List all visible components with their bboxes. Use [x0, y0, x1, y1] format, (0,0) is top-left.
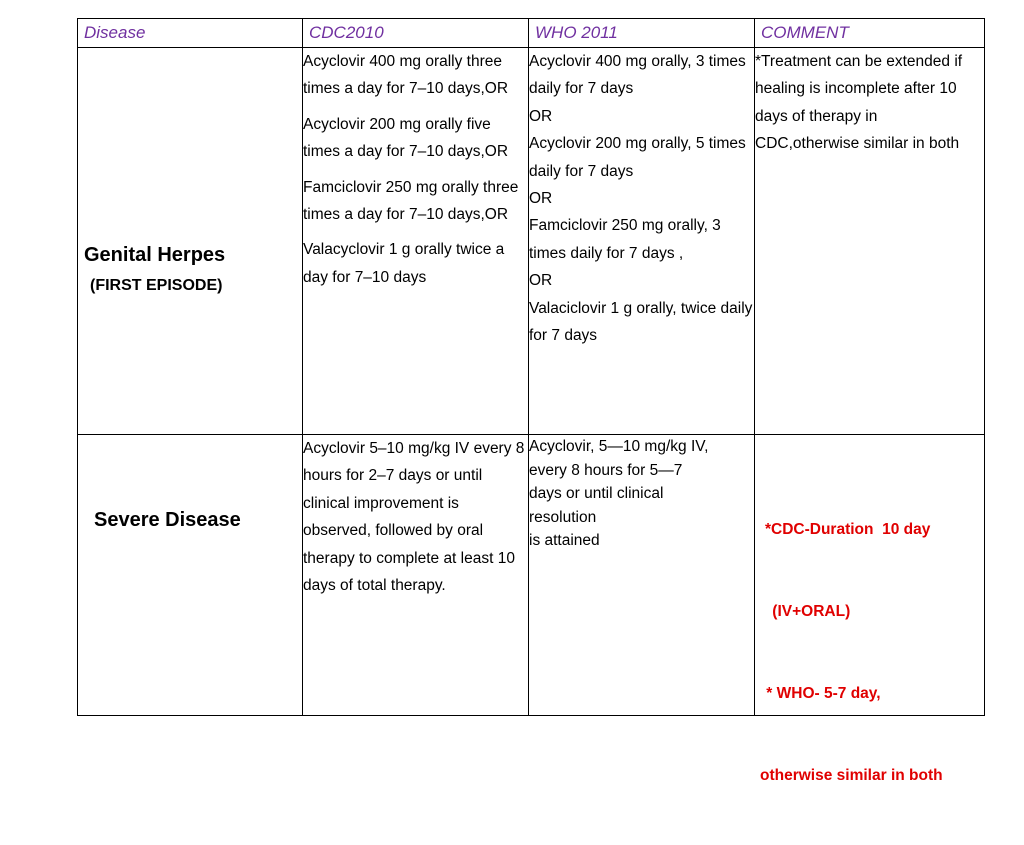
- comment-cell-genital-herpes: [755, 48, 985, 435]
- who-regimen-3: Famciclovir 250 mg orally, 3 times daily for 7 days ,: [529, 217, 721, 262]
- header-cell-who: [529, 19, 755, 48]
- header-cell-disease: [78, 19, 303, 48]
- header-row: [78, 19, 985, 48]
- cdc-cell-severe-disease: [303, 435, 529, 716]
- who-regimen-2: Acyclovir 200 mg orally, 5 times daily for 7 days: [529, 135, 746, 180]
- header-who2011: WHO 2011: [535, 23, 618, 42]
- disease-subtitle-first-episode: (FIRST EPISODE): [90, 277, 223, 294]
- comparison-table: [77, 18, 985, 785]
- cdc-regimen-3: Famciclovir 250 mg orally three times a day for 7–10 days,OR: [303, 178, 519, 224]
- table-row-severe-disease: [78, 435, 985, 716]
- who-severe-line-4: resolution: [529, 508, 597, 526]
- disease-cell-severe-disease: [78, 435, 303, 716]
- header-disease: Disease: [84, 23, 146, 42]
- cdc-regimen-1: Acyclovir 400 mg orally three times a day for 7–10 days,OR: [303, 53, 509, 98]
- disease-cell-genital-herpes: [78, 48, 303, 435]
- who-regimen-1: Acyclovir 400 mg orally, 3 times daily for 7 days: [529, 53, 746, 98]
- comment-cdc-duration: *CDC-Duration 10 day: [765, 520, 931, 538]
- header-cell-cdc: [303, 19, 529, 48]
- cdc-cell-genital-herpes: [303, 48, 529, 435]
- who-severe-line-5: is attained: [529, 532, 600, 549]
- cdc-regimen-2: Acyclovir 200 mg orally five times a day for 7–10 days,OR: [303, 115, 509, 161]
- comment-who-duration: * WHO- 5-7 day,: [762, 685, 881, 703]
- disease-name-genital-herpes: Genital Herpes: [84, 244, 226, 266]
- comment-cell-severe-disease: [755, 435, 985, 785]
- who-or-3: OR: [529, 272, 553, 290]
- who-severe-line-2: every 8 hours for 5—7: [529, 461, 683, 479]
- comment-genital-herpes: *Treatment can be extended if healing is incomplete after 10 days of therapy in CDC,otherwise similar in both: [755, 53, 963, 153]
- who-cell-severe-disease: [529, 435, 755, 716]
- who-regimen-4: Valaciclovir 1 g orally, twice daily for 7 days: [529, 299, 753, 345]
- cdc-regimen-4: Valacyclovir 1 g orally twice a day for 7–10 days: [303, 241, 505, 286]
- header-comment: COMMENT: [761, 23, 849, 42]
- cdc-regimen-severe: Acyclovir 5–10 mg/kg IV every 8 hours for 2–7 days or until clinical improvement is observed, followed by oral therapy to complete at least 10 days of total therapy.: [303, 440, 525, 595]
- who-or-1: OR: [529, 107, 553, 125]
- who-or-2: OR: [529, 190, 553, 208]
- comment-otherwise-similar: otherwise similar in both: [760, 767, 943, 785]
- header-cell-comment: [755, 19, 985, 48]
- disease-name-severe-disease: Severe Disease: [94, 509, 241, 531]
- who-severe-line-3: days or until clinical: [529, 485, 664, 502]
- who-severe-line-1: Acyclovir, 5—10 mg/kg IV,: [529, 438, 709, 455]
- header-cdc2010: CDC2010: [309, 23, 384, 42]
- table-row-genital-herpes: [78, 48, 985, 435]
- who-cell-genital-herpes: [529, 48, 755, 435]
- comment-iv-oral: (IV+ORAL): [768, 603, 851, 621]
